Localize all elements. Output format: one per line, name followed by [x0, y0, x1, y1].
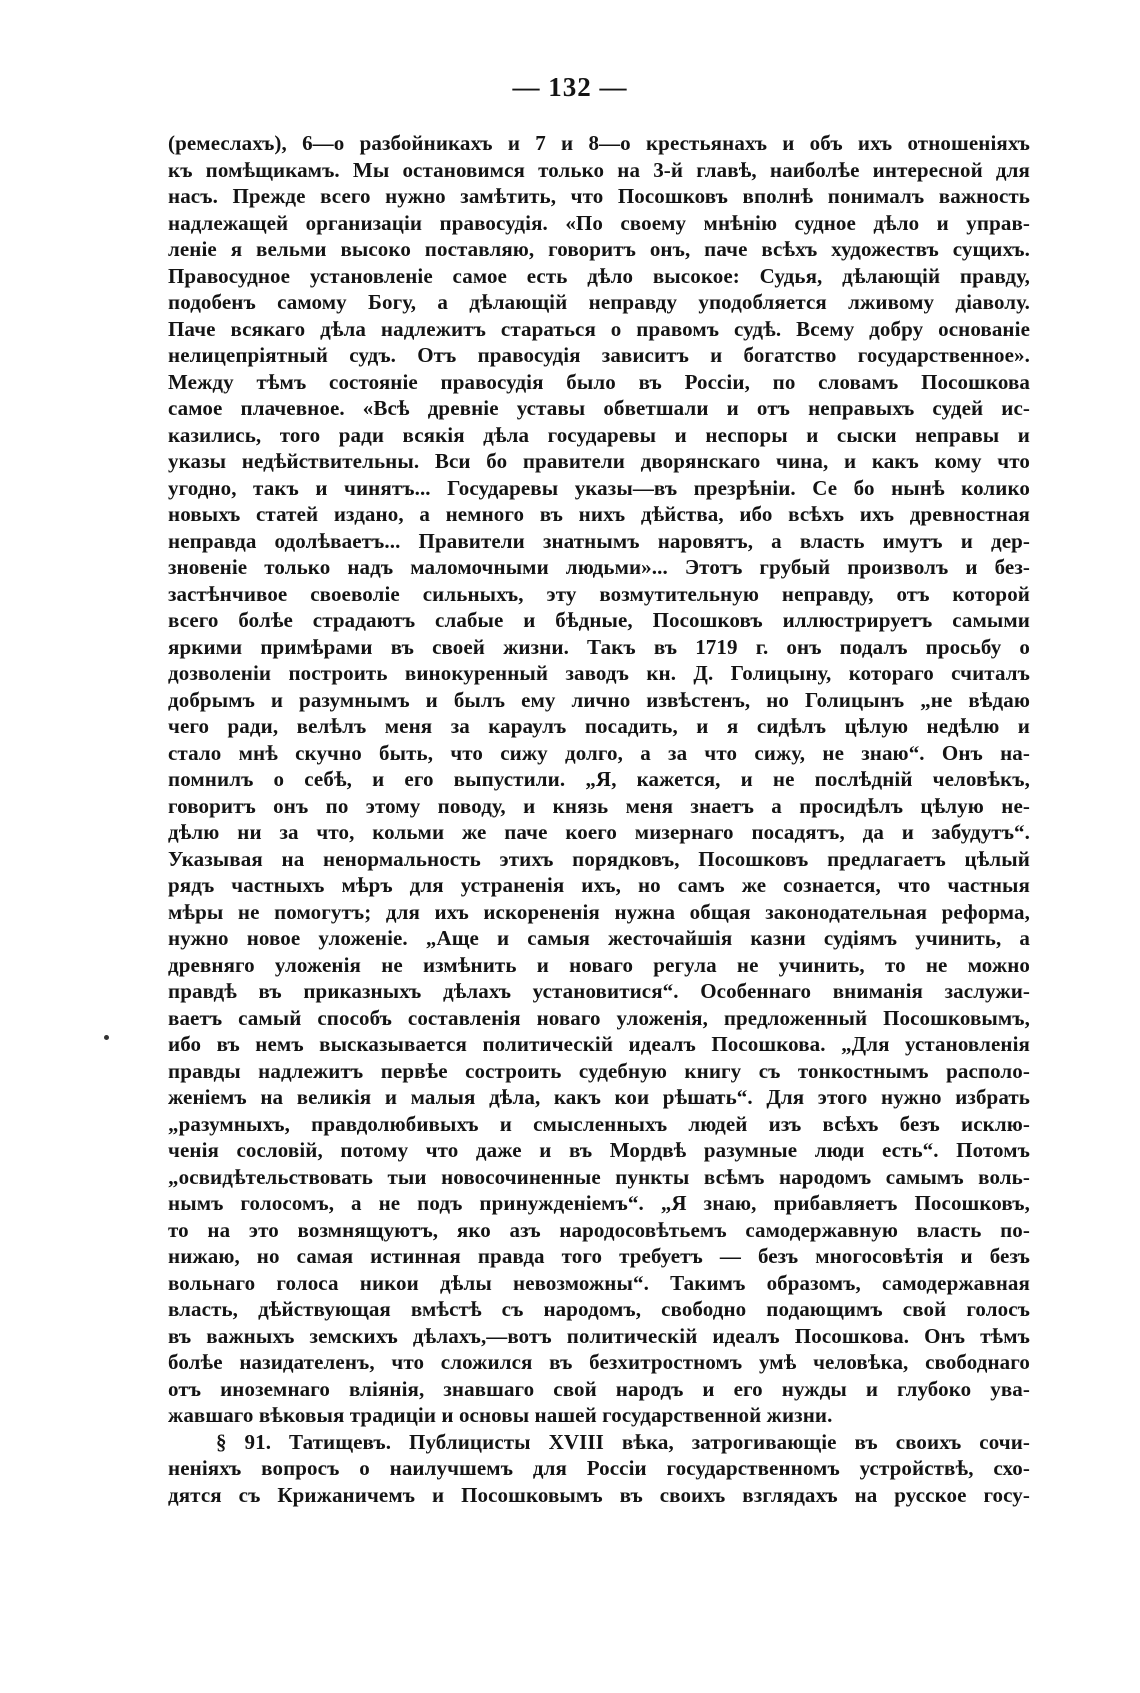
text-line: Указывая на ненормальность этихъ порядковъ, Посошковъ предлагаетъ цѣлый — [168, 846, 1030, 871]
text-line: мѣры не помогутъ; для ихъ искорененія нужна общая законодательная реформа, — [168, 899, 1030, 924]
text-line: стало мнѣ скучно быть, что сижу долго, а за что сижу, не знаю“. Онъ на- — [168, 740, 1030, 765]
text-line: яркими примѣрами въ своей жизни. Такъ въ 1719 г. онъ подалъ просьбу о — [168, 634, 1030, 659]
text-line: надлежащей организаціи правосудія. «По своему мнѣнію судное дѣло и управ- — [168, 210, 1030, 235]
text-line: ченія сословій, потому что даже и въ Мордвѣ разумные люди есть“. Потомъ — [168, 1138, 1030, 1162]
text-line: самое плачевное. «Всѣ древніе уставы обветшали и отъ неправыхъ судей ис- — [168, 396, 1030, 420]
text-line: рядъ частныхъ мѣръ для устраненія ихъ, но самъ же сознается, что частныя — [168, 873, 1030, 897]
text-line: угодно, такъ и чинятъ... Государевы указы—въ презрѣніи. Се бо нынѣ колико — [168, 475, 1030, 500]
paragraph-1 — [168, 130, 1030, 1429]
text-line: вольнаго голоса никои дѣлы невозможны“. Такимъ образомъ, самодержавная — [168, 1270, 1030, 1295]
text-line: казились, того ради всякія дѣла государевы и неспоры и сыски неправы и — [168, 422, 1030, 447]
text-line: неніяхъ вопросъ о наилучшемъ для Россіи государственномъ устройствѣ, схо- — [168, 1456, 1030, 1480]
text-line: къ помѣщикамъ. Мы остановимся только на 3-й главѣ, наиболѣе интересной для — [168, 157, 1030, 182]
paragraph-2 — [168, 1429, 1030, 1509]
text-line: дѣлю ни за что, кольми же паче коего мизернаго посадятъ, да и забудутъ“. — [168, 820, 1030, 844]
text-line: чего ради, велѣлъ меня за караулъ посадить, и я сидѣлъ цѣлую недѣлю и — [168, 714, 1030, 738]
text-line: жавшаго вѣковыя традиціи и основы нашей государственной жизни. — [168, 1403, 833, 1427]
text-line: указы недѣйствительны. Вси бо правители дворянскаго чина, и какъ кому что — [168, 449, 1030, 473]
text-line: насъ. Прежде всего нужно замѣтить, что Посошковъ вполнѣ понималъ важность — [168, 184, 1030, 208]
text-line: добрымъ и разумнымъ и былъ ему лично извѣстенъ, но Голицынъ „не вѣдаю — [168, 687, 1030, 712]
body-text — [168, 130, 1030, 1508]
text-line: „освидѣтельствовать тыи новосочиненные пункты всѣмъ народомъ самымъ воль- — [168, 1164, 1030, 1189]
text-line: власть, дѣйствующая вмѣстѣ съ народомъ, свободно подающимъ свой голосъ — [168, 1297, 1030, 1321]
text-line: Паче всякаго дѣла надлежитъ стараться о правомъ судѣ. Всему добру основаніе — [168, 316, 1030, 341]
text-line: зновеніе только надъ маломочными людьми»... Этотъ грубый произволъ и без- — [168, 555, 1030, 579]
ink-speck — [104, 1035, 109, 1040]
text-line: дятся съ Крижаничемъ и Посошковымъ въ своихъ взглядахъ на русское госу- — [168, 1482, 1030, 1507]
text-line: подобенъ самому Богу, а дѣлающій неправду уподобляется лживому діаволу. — [168, 290, 1030, 314]
text-line: правды надлежитъ первѣе состроить судебную книгу съ тонкостнымъ располо- — [168, 1058, 1030, 1083]
text-line: (ремеслахъ), 6—о разбойникахъ и 7 и 8—о крестьянахъ и объ ихъ отношеніяхъ — [168, 131, 1030, 155]
text-line: „разумныхъ, правдолюбивыхъ и смысленныхъ людей изъ всѣхъ безъ исклю- — [168, 1111, 1030, 1136]
text-line: ваетъ самый способъ составленія новаго уложенія, предложенный Посошковымъ, — [168, 1005, 1030, 1030]
text-line: нелицепріятный судъ. Отъ правосудія зависитъ и богатство государственное». — [168, 343, 1030, 367]
text-line: Правосудное установленіе самое есть дѣло высокое: Судья, дѣлающій правду, — [168, 263, 1030, 288]
text-line: Между тѣмъ состояніе правосудія было въ Россіи, по словамъ Посошкова — [168, 369, 1030, 394]
text-line: § 91. Татищевъ. Публицисты XVIII вѣка, затрогивающіе въ своихъ сочи- — [216, 1429, 1030, 1454]
text-line: то на это возмнящуютъ, яко азъ народосовѣтьемъ самодержавную власть по- — [168, 1217, 1030, 1242]
text-line: нужно новое уложеніе. „Аще и самыя жесточайшія казни судіямъ учинить, а — [168, 926, 1030, 950]
text-line: древняго уложенія не измѣнить и новаго регула не учинить, то не можно — [168, 952, 1030, 977]
text-line: неправда одолѣваетъ... Правители знатнымъ наровятъ, а власть имутъ и дер- — [168, 528, 1030, 553]
text-line: правдѣ въ приказныхъ дѣлахъ установитися“. Особеннаго вниманія заслужи- — [168, 979, 1030, 1003]
text-line: нымъ голосомъ, а не подъ принужденіемъ“. „Я знаю, прибавляетъ Посошковъ, — [168, 1191, 1030, 1215]
text-line: въ важныхъ земскихъ дѣлахъ,—вотъ политическій идеалъ Посошкова. Онъ тѣмъ — [168, 1323, 1030, 1348]
text-line: отъ иноземнаго вліянія, знавшаго свой народъ и его нужды и глубоко ува- — [168, 1376, 1030, 1401]
text-line: болѣе назидателенъ, что сложился въ безхитростномъ умѣ человѣка, свободнаго — [168, 1350, 1030, 1374]
page-number: — 132 — — [512, 72, 628, 102]
text-line: застѣнчивое своеволіе сильныхъ, эту возмутительную неправду, отъ которой — [168, 581, 1030, 606]
text-line: дозволеніи построить винокуренный заводъ кн. Д. Голицыну, котораго считалъ — [168, 661, 1030, 685]
text-line: помнилъ о себѣ, и его выпустили. „Я, кажется, и не послѣдній человѣкъ, — [168, 767, 1030, 791]
text-line: всего болѣе страдаютъ слабые и бѣдные, Посошковъ иллюстрируетъ самыми — [168, 608, 1030, 632]
text-line: нижаю, но самая истинная правда того требуетъ — безъ многосовѣтія и безъ — [168, 1244, 1030, 1268]
text-line: ибо въ немъ высказывается политическій идеалъ Посошкова. „Для установленія — [168, 1032, 1030, 1056]
text-line: говоритъ онъ по этому поводу, и князь меня знаетъ а просидѣлъ цѣлую не- — [168, 793, 1030, 818]
text-line: женіемъ на великія и малыя дѣла, какъ кои рѣшать“. Для этого нужно избрать — [168, 1085, 1030, 1109]
text-line: новыхъ статей издано, а немного въ нихъ дѣйства, ибо всѣхъ ихъ древностная — [168, 502, 1030, 526]
text-line: леніе я вельми высоко поставляю, говоритъ онъ, паче всѣхъ художествъ сущихъ. — [168, 237, 1030, 261]
